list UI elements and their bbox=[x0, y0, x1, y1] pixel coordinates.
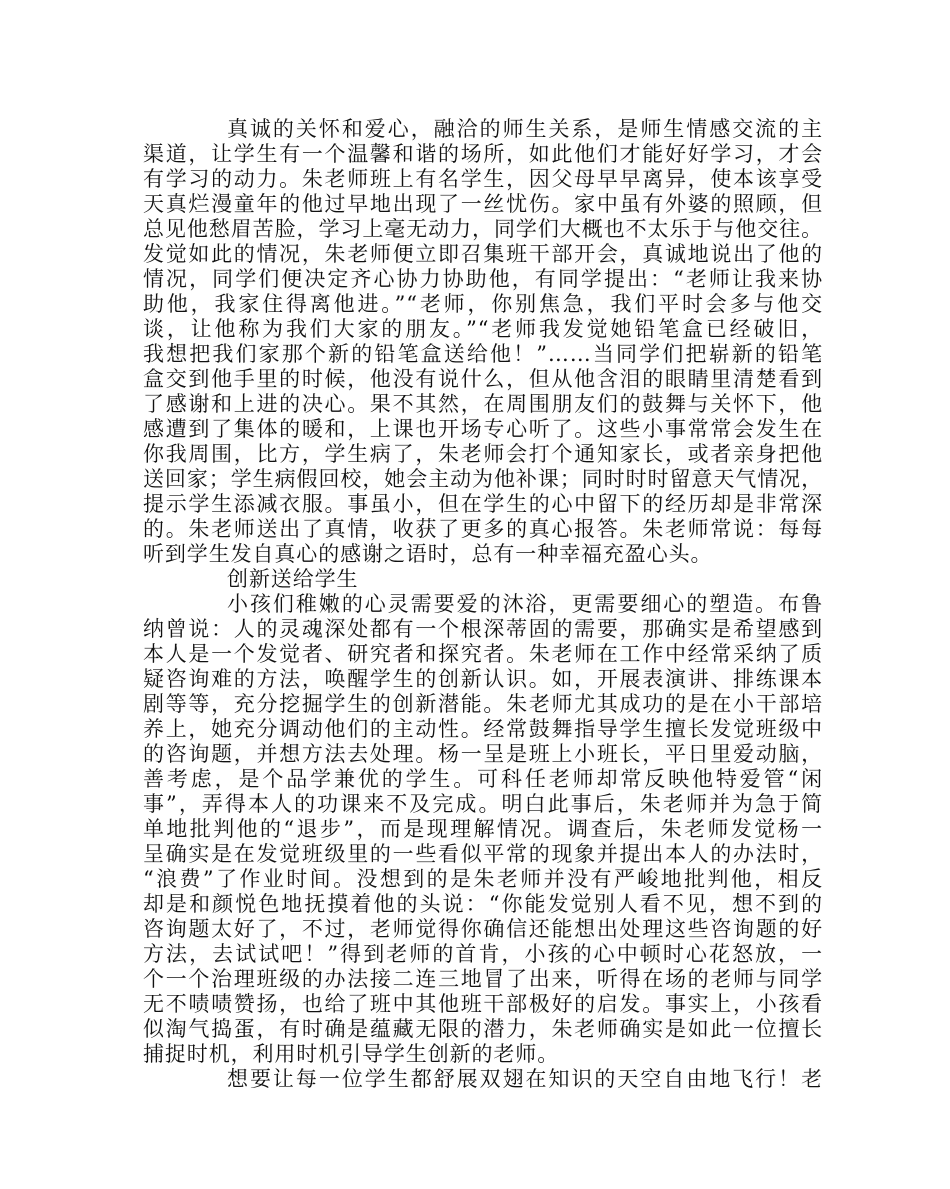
text-line: 事”，弄得本人的功课来不及完成。明白此事后，朱老师并为急于简 bbox=[143, 792, 823, 816]
text-line: 疑咨询难的方法，唤醒学生的创新认识。如，开展表演讲、排练课本 bbox=[143, 667, 823, 691]
text-line: 养上，她充分调动他们的主动性。经常鼓舞指导学生擅长发觉班级中 bbox=[143, 717, 823, 741]
text-line: 似淘气捣蛋，有时确是蕴藏无限的潜力，朱老师确实是如此一位擅长 bbox=[143, 1017, 823, 1041]
text-line: 想要让每一位学生都舒展双翅在知识的天空自由地飞行！老 bbox=[227, 1067, 823, 1091]
text-line: 纳曾说：人的灵魂深处都有一个根深蒂固的需要，那确实是希望感到 bbox=[143, 617, 823, 641]
text-line: 盒交到他手里的时候，他没有说什么，但从他含泪的眼睛里清楚看到 bbox=[143, 367, 823, 391]
text-line: 剧等等，充分挖掘学生的创新潜能。朱老师尤其成功的是在小干部培 bbox=[143, 692, 823, 716]
text-line: 个一个治理班级的办法接二连三地冒了出来，听得在场的老师与同学 bbox=[143, 967, 823, 991]
text-line: 了感谢和上进的决心。果不其然，在周围朋友们的鼓舞与关怀下，他 bbox=[143, 392, 823, 416]
text-line: 听到学生发自真心的感谢之语时，总有一种幸福充盈心头。 bbox=[143, 542, 713, 566]
text-line: 渠道，让学生有一个温馨和谐的场所，如此他们才能好好学习，才会 bbox=[143, 142, 823, 166]
text-line: 呈确实是在发觉班级里的一些看似平常的现象并提出本人的办法时， bbox=[143, 842, 823, 866]
text-line: 有学习的动力。朱老师班上有名学生，因父母早早离异，使本该享受 bbox=[143, 167, 823, 191]
text-line: 你我周围，比方，学生病了，朱老师会打个通知家长，或者亲身把他 bbox=[143, 442, 823, 466]
text-line: 方法，去试试吧！”得到老师的首肯，小孩的心中顿时心花怒放，一 bbox=[143, 942, 823, 966]
text-line: 总见他愁眉苦脸，学习上毫无动力，同学们大概也不太乐于与他交往。 bbox=[143, 217, 823, 241]
text-line: 天真烂漫童年的他过早地出现了一丝忧伤。家中虽有外婆的照顾，但 bbox=[143, 192, 823, 216]
text-line: 本人是一个发觉者、研究者和探究者。朱老师在工作中经常采纳了质 bbox=[143, 642, 823, 666]
text-line: 捕捉时机，利用时机引导学生创新的老师。 bbox=[143, 1042, 560, 1066]
text-line: 的咨询题，并想方法去处理。杨一呈是班上小班长，平日里爱动脑， bbox=[143, 742, 823, 766]
text-line: “浪费”了作业时间。没想到的是朱老师并没有严峻地批判他，相反 bbox=[143, 867, 823, 891]
text-line: 真诚的关怀和爱心，融洽的师生关系，是师生情感交流的主 bbox=[227, 117, 823, 141]
text-line: 单地批判他的“退步”，而是现理解情况。调查后，朱老师发觉杨一 bbox=[143, 817, 823, 841]
text-line: 提示学生添减衣服。事虽小，但在学生的心中留下的经历却是非常深 bbox=[143, 492, 823, 516]
text-line: 善考虑，是个品学兼优的学生。可科任老师却常反映他特爱管“闲 bbox=[143, 767, 823, 791]
text-line: 情况，同学们便决定齐心协力协助他，有同学提出：“老师让我来协 bbox=[143, 267, 823, 291]
text-line: 小孩们稚嫩的心灵需要爱的沐浴，更需要细心的塑造。布鲁 bbox=[227, 592, 823, 616]
text-line: 的。朱老师送出了真情，收获了更多的真心报答。朱老师常说：每每 bbox=[143, 517, 823, 541]
body-text bbox=[143, 117, 823, 1092]
text-line: 创新送给学生 bbox=[227, 567, 359, 591]
text-line: 谈，让他称为我们大家的朋友。”“老师我发觉她铅笔盒已经破旧， bbox=[143, 317, 823, 341]
text-line: 助他，我家住得离他进。”“老师，你别焦急，我们平时会多与他交 bbox=[143, 292, 823, 316]
text-line: 感遭到了集体的暖和，上课也开场专心听了。这些小事常常会发生在 bbox=[143, 417, 823, 441]
text-line: 我想把我们家那个新的铅笔盒送给他！”……当同学们把崭新的铅笔 bbox=[143, 342, 823, 366]
text-line: 送回家；学生病假回校，她会主动为他补课；同时时时留意天气情况， bbox=[143, 467, 823, 491]
text-line: 咨询题太好了，不过，老师觉得你确信还能想出处理这些咨询题的好 bbox=[143, 917, 823, 941]
text-line: 发觉如此的情况，朱老师便立即召集班干部开会，真诚地说出了他的 bbox=[143, 242, 823, 266]
text-line: 无不啧啧赞扬，也给了班中其他班干部极好的启发。事实上，小孩看 bbox=[143, 992, 823, 1016]
text-line: 却是和颜悦色地抚摸着他的头说：“你能发觉别人看不见，想不到的 bbox=[143, 892, 823, 916]
